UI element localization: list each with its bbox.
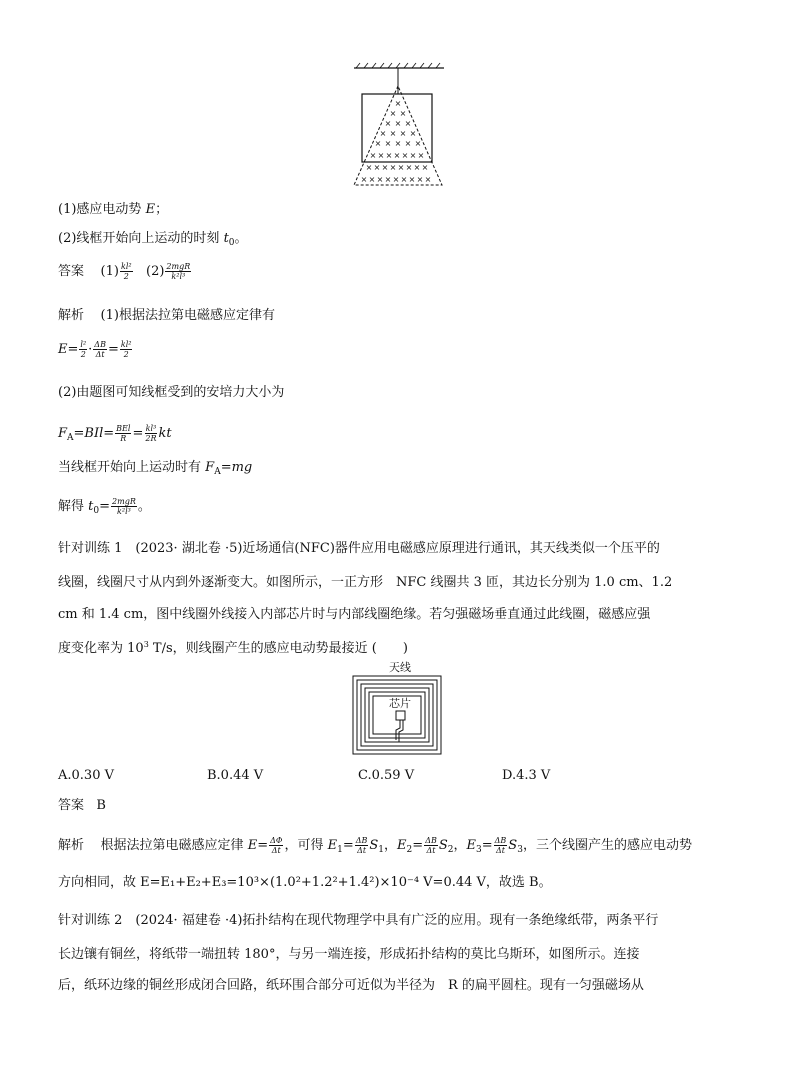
svg-text:×: × — [405, 163, 413, 172]
svg-text:×: × — [413, 163, 421, 172]
text: S — [438, 838, 448, 853]
analysis-label: 解析 — [58, 308, 85, 323]
den: 2R — [145, 434, 157, 443]
text: 度变化率为 10 — [58, 641, 144, 656]
option-d: D.4.3 V — [502, 768, 551, 783]
num: kl² — [120, 262, 132, 271]
den: Δt — [271, 846, 281, 855]
sub: 0 — [228, 238, 235, 248]
svg-text:×: × — [394, 139, 402, 148]
analysis-label: 解析 — [58, 838, 85, 853]
training-2-line-3 — [58, 976, 644, 996]
num: ΔB — [94, 340, 106, 349]
num: 2mgR — [112, 497, 136, 506]
text: (1) — [100, 264, 119, 279]
text: 方向相同，故 E=E₁+E₂+E₃=10³×(1.0²+1.2²+1.4²)×10⁻⁴ V=0.44 V，故选 B。 — [58, 875, 552, 890]
sub: 3 — [476, 845, 482, 855]
fraction — [120, 262, 133, 281]
sub: 2 — [406, 845, 413, 855]
fraction — [93, 340, 107, 359]
svg-text:×: × — [394, 119, 402, 128]
fraction — [144, 424, 157, 443]
sub: 1 — [337, 845, 343, 855]
sub: 3 — [517, 845, 523, 855]
text: kt — [158, 426, 172, 441]
num: BEl — [116, 424, 131, 433]
training-1-line-1 — [58, 539, 660, 559]
num: ΔB — [494, 836, 507, 845]
training-2-line-1 — [58, 911, 658, 931]
option-b: B.0.44 V — [207, 768, 264, 783]
formula-fa — [58, 424, 172, 448]
question-part-1 — [58, 200, 168, 220]
option-a: A.0.30 V — [58, 768, 114, 783]
text: ， — [384, 838, 398, 853]
den: k²l³ — [171, 272, 186, 281]
text: ， — [453, 838, 467, 853]
text: =mg — [220, 460, 253, 475]
num: ΔB — [425, 836, 437, 845]
training-2-line-2 — [58, 945, 639, 965]
analysis-2-line-1 — [58, 836, 692, 860]
svg-text:×: × — [414, 139, 422, 148]
num: kl² — [120, 340, 132, 349]
text: 。 — [137, 499, 151, 514]
text: E — [397, 838, 407, 853]
num: 2mgR — [166, 262, 191, 271]
antenna-label: 天线 — [389, 661, 411, 674]
svg-text:×: × — [401, 151, 409, 160]
text: ； — [155, 202, 169, 217]
text: E — [327, 838, 338, 853]
sub: A — [67, 433, 74, 443]
text: F — [205, 460, 215, 475]
fraction — [424, 836, 438, 855]
text: 针对训练 2 (2024· 福建卷 ·4)拓扑结构在现代物理学中具有广泛的应用。现有一条绝缘纸带，两条平行 — [58, 913, 659, 928]
text: (1)根据法拉第电磁感应定律有 — [100, 308, 275, 323]
text: 长边镶有铜丝，将纸带一端扭转 180°，与另一端连接，形成拓扑结构的莫比乌斯环，如图所示。连接 — [58, 947, 640, 962]
svg-text:×: × — [397, 163, 405, 172]
analysis-1-part2 — [58, 383, 284, 403]
fraction — [79, 340, 87, 359]
question-part-2 — [58, 229, 248, 253]
text: = — [481, 838, 493, 853]
nfc-coil-figure — [345, 660, 449, 760]
analysis-1-intro — [58, 306, 275, 326]
text: =BIl= — [73, 426, 115, 441]
text: = — [99, 499, 111, 514]
sub: 0 — [93, 506, 100, 516]
svg-text:×: × — [360, 175, 368, 184]
num: kl³ — [145, 424, 157, 433]
option-c: C.0.59 V — [358, 768, 415, 783]
answer-value: B — [96, 798, 106, 813]
text: ，三个线圈产生的感应电动势 — [522, 838, 692, 853]
text: S — [369, 838, 379, 853]
text: 后，纸环边缘的铜丝形成闭合回路，纸环围合部分可近似为半径为 R 的扁平圆柱。现有一匀强磁场从 — [58, 978, 644, 993]
den: 2 — [123, 350, 129, 359]
den: Δt — [426, 846, 436, 855]
svg-text:×: × — [416, 175, 424, 184]
text: 根据法拉第电磁感应定律 — [100, 838, 244, 853]
text: S — [508, 838, 518, 853]
svg-text:×: × — [381, 163, 389, 172]
svg-text:×: × — [409, 151, 417, 160]
fraction — [494, 836, 508, 855]
formula-e — [58, 340, 133, 360]
svg-text:×: × — [392, 175, 400, 184]
text: (2)线框开始向上运动的时刻 — [58, 231, 220, 246]
svg-text:×: × — [376, 175, 384, 184]
answer-2 — [58, 796, 106, 816]
text: E= — [58, 342, 79, 357]
training-1-line-3 — [58, 605, 650, 625]
svg-text:×: × — [394, 99, 402, 108]
answer-label: 答案 — [58, 798, 85, 813]
text: = — [107, 342, 119, 357]
analysis-1-condition — [58, 458, 252, 482]
text: 解得 — [58, 499, 85, 514]
fraction — [269, 836, 283, 855]
sub: 2 — [447, 845, 454, 855]
text: 。 — [234, 231, 248, 246]
sub: 1 — [378, 845, 385, 855]
svg-text:×: × — [389, 129, 397, 138]
text: ，可得 — [284, 838, 324, 853]
svg-text:×: × — [417, 151, 425, 160]
svg-text:×: × — [404, 119, 412, 128]
svg-text:×: × — [389, 109, 397, 118]
svg-text:×: × — [399, 129, 407, 138]
fraction — [120, 340, 133, 359]
svg-text:×: × — [421, 163, 429, 172]
num: ΔB — [355, 836, 368, 845]
svg-text:×: × — [377, 151, 385, 160]
chip-label: 芯片 — [389, 697, 411, 710]
svg-text:×: × — [365, 163, 373, 172]
var: E — [145, 202, 156, 217]
training-1-line-4 — [58, 635, 408, 659]
svg-text:×: × — [373, 163, 381, 172]
den: k²l³ — [117, 507, 131, 516]
text: (1)感应电动势 — [58, 202, 142, 217]
text: E — [466, 838, 476, 853]
training-1-line-2 — [58, 573, 672, 593]
svg-text:×: × — [379, 129, 387, 138]
analysis-1-solution — [58, 497, 151, 521]
text: F — [58, 426, 68, 441]
text: (2) — [146, 264, 165, 279]
text: 线圈，线圈尺寸从内到外逐渐变大。如图所示，一正方形 NFC 线圈共 3 匝，其边长分别为 1.0 cm、1.2 — [58, 575, 673, 590]
svg-text:×: × — [404, 139, 412, 148]
svg-text:×: × — [408, 175, 416, 184]
text: t — [88, 499, 94, 514]
text: E= — [247, 838, 269, 853]
text: (2)由题图可知线框受到的安培力大小为 — [58, 385, 285, 400]
text: = — [132, 426, 144, 441]
svg-text:×: × — [384, 119, 392, 128]
den: Δt — [95, 350, 105, 359]
svg-text:×: × — [424, 175, 432, 184]
svg-text:×: × — [369, 151, 377, 160]
svg-text:×: × — [374, 139, 382, 148]
svg-text:×: × — [389, 163, 397, 172]
var: t — [223, 231, 229, 246]
answer-label: 答案 — [58, 264, 85, 279]
text: cm 和 1.4 cm，图中线圈外线接入内部芯片时与内部线圈绝缘。若匀强磁场垂直通过此线圈，磁感应强 — [58, 607, 651, 622]
svg-text:×: × — [384, 139, 392, 148]
den: 2 — [123, 272, 129, 281]
svg-text:×: × — [384, 175, 392, 184]
svg-text:×: × — [393, 151, 401, 160]
text: 当线框开始向上运动时有 — [58, 460, 202, 475]
answer-1 — [58, 262, 192, 282]
svg-text:×: × — [368, 175, 376, 184]
svg-text:×: × — [400, 175, 408, 184]
text: T/s，则线圈产生的感应电动势最接近 ( ) — [148, 641, 408, 656]
svg-text:×: × — [385, 151, 393, 160]
svg-text:×: × — [409, 129, 417, 138]
text: = — [342, 838, 354, 853]
num: l² — [80, 340, 87, 349]
fraction — [165, 262, 191, 281]
svg-text:×: × — [399, 109, 407, 118]
sup: 3 — [143, 640, 149, 649]
fraction — [355, 836, 369, 855]
sub: A — [214, 467, 221, 477]
text: = — [412, 838, 424, 853]
den: Δt — [357, 846, 367, 855]
num: ΔΦ — [270, 836, 283, 845]
den: R — [120, 434, 127, 443]
hanging-frame-figure — [340, 62, 460, 192]
text: · — [88, 342, 93, 357]
fraction — [115, 424, 131, 443]
den: Δt — [495, 846, 505, 855]
text: 针对训练 1 (2023· 湖北卷 ·5)近场通信(NFC)器件应用电磁感应原理进行通讯，其天线类似一个压平的 — [58, 541, 660, 556]
fraction — [111, 497, 137, 516]
analysis-2-line-2 — [58, 873, 552, 893]
den: 2 — [80, 350, 86, 359]
